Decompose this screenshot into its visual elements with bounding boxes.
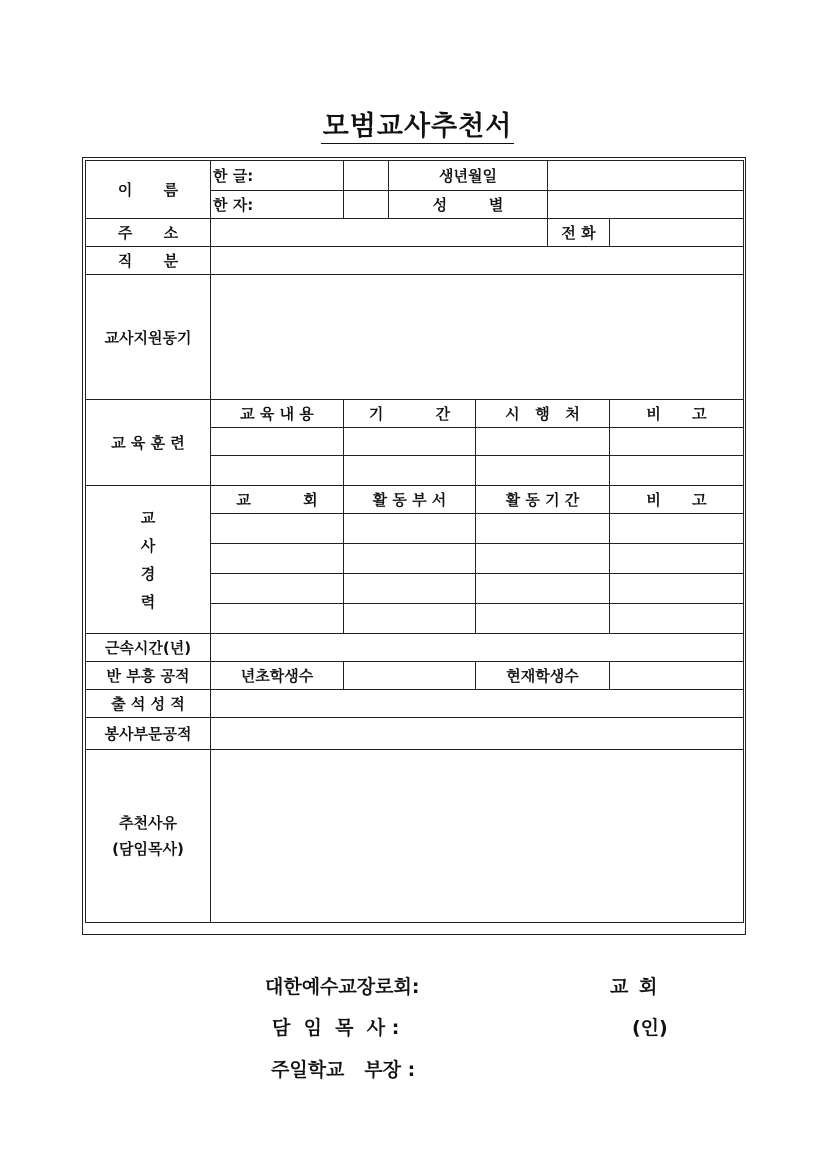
career-cell[interactable]	[610, 514, 744, 544]
training-header-period: 기 간	[344, 400, 476, 428]
career-cell[interactable]	[344, 514, 476, 544]
reason-row	[86, 750, 744, 923]
address-label: 주 소	[86, 219, 211, 247]
recommendation-form	[85, 160, 744, 923]
class-label: 반 부흥 공적	[86, 662, 211, 690]
motivation-value[interactable]	[211, 275, 744, 400]
career-cell[interactable]	[211, 544, 344, 574]
career-label-char: 사	[140, 536, 156, 555]
footer-seal: (인)	[632, 1017, 668, 1039]
training-cell[interactable]	[211, 428, 344, 456]
document-title	[0, 104, 835, 143]
career-cell[interactable]	[610, 544, 744, 574]
attendance-label: 출 석 성 적	[86, 690, 211, 718]
hangul-label: 한 글:	[211, 161, 344, 191]
career-cell[interactable]	[476, 604, 610, 634]
footer-superintendent: 주일학교 부장 :	[271, 1059, 416, 1081]
current-students-value[interactable]	[610, 662, 744, 690]
position-label: 직 분	[86, 247, 211, 275]
current-students-label: 현재학생수	[476, 662, 610, 690]
phone-value[interactable]	[610, 219, 744, 247]
career-cell[interactable]	[211, 574, 344, 604]
footer-church: 교 회	[610, 976, 660, 998]
career-cell[interactable]	[476, 574, 610, 604]
hanja-label: 한 자:	[211, 191, 344, 219]
hanja-value[interactable]	[344, 191, 389, 219]
training-header-row	[86, 400, 744, 428]
address-row	[86, 219, 744, 247]
service-row	[86, 718, 744, 750]
service-value[interactable]	[211, 718, 744, 750]
career-label	[86, 486, 211, 634]
training-header-organizer: 시 행 처	[476, 400, 610, 428]
training-cell[interactable]	[610, 428, 744, 456]
career-cell[interactable]	[344, 544, 476, 574]
address-value[interactable]	[211, 219, 548, 247]
years-label: 근속시간(년)	[86, 634, 211, 662]
reason-value[interactable]	[211, 750, 744, 923]
start-students-value[interactable]	[344, 662, 476, 690]
training-cell[interactable]	[476, 428, 610, 456]
career-header-note: 비 고	[610, 486, 744, 514]
career-cell[interactable]	[344, 574, 476, 604]
career-header-church: 교 회	[211, 486, 344, 514]
attendance-value[interactable]	[211, 690, 744, 718]
gender-label: 성 별	[389, 191, 548, 219]
training-cell[interactable]	[610, 456, 744, 486]
name-label: 이 름	[86, 161, 211, 219]
training-cell[interactable]	[344, 428, 476, 456]
footer-pastor: 담 임 목 사 :	[272, 1017, 400, 1039]
career-label-char: 력	[140, 592, 156, 611]
reason-label-line: 추천사유	[119, 814, 177, 832]
footer-assembly: 대한예수교장로회:	[265, 976, 420, 998]
training-cell[interactable]	[344, 456, 476, 486]
class-row	[86, 662, 744, 690]
years-value[interactable]	[211, 634, 744, 662]
career-header-department: 활 동 부 서	[344, 486, 476, 514]
career-cell[interactable]	[211, 514, 344, 544]
birthdate-label: 생년월일	[389, 161, 548, 191]
birthdate-value[interactable]	[548, 161, 744, 191]
career-cell[interactable]	[610, 574, 744, 604]
phone-label: 전 화	[548, 219, 610, 247]
career-cell[interactable]	[211, 604, 344, 634]
service-label: 봉사부문공적	[86, 718, 211, 750]
title-text: 모범교사추천서	[322, 111, 513, 142]
career-cell[interactable]	[344, 604, 476, 634]
career-label-char: 교	[140, 508, 156, 527]
gender-value[interactable]	[548, 191, 744, 219]
training-label: 교 육 훈 련	[86, 400, 211, 486]
name-row-hangul	[86, 161, 744, 191]
training-cell[interactable]	[476, 456, 610, 486]
career-cell[interactable]	[476, 544, 610, 574]
attendance-row	[86, 690, 744, 718]
start-students-label: 년초학생수	[211, 662, 344, 690]
career-cell[interactable]	[610, 604, 744, 634]
career-header-period: 활 동 기 간	[476, 486, 610, 514]
motivation-row	[86, 275, 744, 400]
reason-label	[86, 750, 211, 923]
training-header-note: 비 고	[610, 400, 744, 428]
motivation-label: 교사지원동기	[86, 275, 211, 400]
career-header-row	[86, 486, 744, 514]
position-row	[86, 247, 744, 275]
position-value[interactable]	[211, 247, 744, 275]
career-label-char: 경	[140, 564, 156, 583]
hangul-value[interactable]	[344, 161, 389, 191]
training-cell[interactable]	[211, 456, 344, 486]
years-row	[86, 634, 744, 662]
reason-label-line: (담임목사)	[112, 840, 184, 858]
training-header-content: 교 육 내 용	[211, 400, 344, 428]
career-cell[interactable]	[476, 514, 610, 544]
